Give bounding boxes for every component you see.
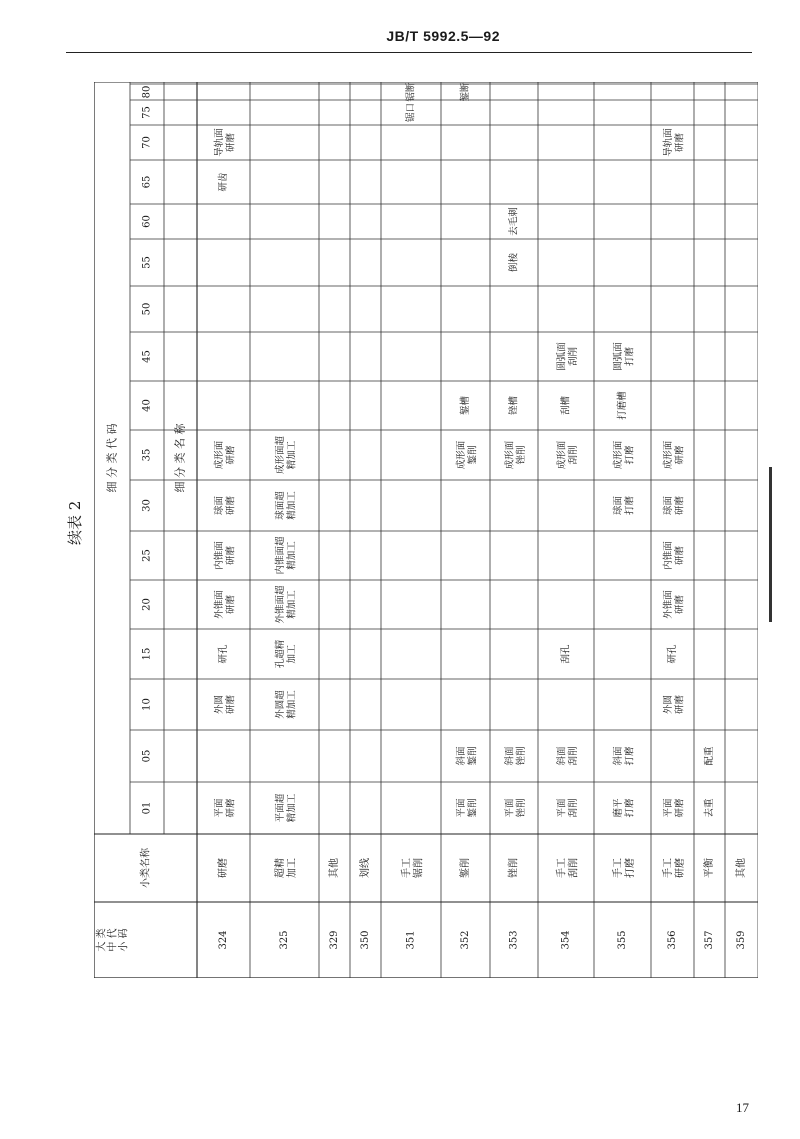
row-name: 其他: [329, 858, 340, 878]
fine-code-70: 70: [141, 136, 153, 149]
corner-label: 小 码: [118, 928, 130, 952]
cell-353-60: 去毛刺: [508, 207, 520, 236]
cell-353-05: 斜面锉削: [504, 746, 527, 766]
cell-352-05: 斜面錾削: [456, 746, 479, 766]
cell-324-65: 研齿: [218, 172, 229, 192]
fine-code-45: 45: [141, 350, 153, 363]
cell-357-05: 配重: [704, 746, 715, 766]
cell-353-01: 平面锉削: [504, 798, 527, 818]
cell-324-01: 平面研磨: [214, 798, 237, 818]
header-rule: [66, 52, 752, 53]
fine-code-60: 60: [141, 215, 153, 228]
cell-354-01: 平面刮削: [556, 798, 579, 818]
cell-354-35: 成形面刮削: [556, 440, 579, 470]
row-name: 锉削: [508, 858, 520, 878]
cell-356-15: 研孔: [667, 644, 678, 664]
fine-code-80: 80: [141, 85, 153, 99]
fine-code-25: 25: [141, 549, 153, 562]
fine-code-05: 05: [141, 749, 153, 763]
fine-code-30: 30: [141, 499, 153, 512]
corner-label: 中 代: [107, 928, 119, 952]
cell-354-45: 圆弧面刮削: [556, 342, 579, 371]
row-code: 350: [360, 930, 371, 950]
cell-325-25: 内锥面超精加工: [275, 536, 298, 575]
fine-code-20: 20: [141, 598, 153, 611]
subclass-name-header: 小类名称: [140, 848, 152, 888]
cell-356-10: 外圆研磨: [663, 694, 686, 715]
cell-352-35: 成形面錾削: [456, 440, 479, 470]
cell-324-20: 外锥面研磨: [214, 590, 237, 619]
row-code: 325: [279, 930, 290, 950]
cell-353-40: 锉槽: [508, 395, 520, 416]
cell-325-10: 外圆超精加工: [275, 690, 298, 719]
row-name: 手工研磨: [663, 858, 686, 878]
row-code: 355: [617, 930, 628, 950]
cell-356-25: 内锥面研磨: [663, 541, 686, 570]
classification-table: [94, 82, 758, 978]
row-code: 356: [667, 930, 678, 950]
row-code: 357: [704, 930, 715, 950]
fine-code-50: 50: [141, 302, 153, 316]
cell-355-40: 打磨槽: [617, 391, 628, 420]
standard-number: JB/T 5992.5—92: [386, 28, 500, 44]
cell-324-15: 研孔: [218, 644, 229, 664]
row-name: 手工锯削: [401, 858, 425, 878]
row-code: 354: [560, 930, 572, 950]
cell-354-05: 斜面刮削: [556, 746, 579, 766]
row-name: 平衡: [704, 858, 715, 878]
cell-355-01: 磨平打磨: [613, 798, 636, 818]
row-code: 359: [736, 930, 747, 950]
cell-354-15: 刮孔: [560, 644, 572, 664]
page-header: [0, 22, 800, 52]
fine-code-header: 细 分 类 代 码: [105, 423, 119, 493]
cell-352-80: 錾断: [460, 82, 471, 102]
row-name: 手工打磨: [613, 858, 636, 878]
row-code: 324: [218, 930, 229, 950]
fine-code-15: 15: [141, 647, 153, 661]
cell-355-45: 圆弧面打磨: [613, 342, 636, 371]
fine-name-header: 细 分 类 名 称: [173, 423, 187, 493]
cell-353-35: 成形面锉削: [504, 440, 527, 470]
cell-353-55: 倒棱: [508, 252, 520, 273]
fine-code-55: 55: [141, 256, 153, 269]
cell-351-80: 锯断: [405, 82, 417, 102]
fine-code-10: 10: [141, 698, 153, 711]
cell-324-25: 内锥面研磨: [214, 541, 237, 570]
cell-357-01: 去重: [704, 798, 715, 818]
cell-325-35: 成形面超精加工: [275, 435, 298, 475]
fine-code-35: 35: [141, 448, 153, 462]
classification-table-svg: [94, 82, 758, 978]
cell-355-05: 斜面打磨: [613, 746, 636, 766]
cell-324-70: 导轨面研磨: [214, 128, 237, 157]
cell-324-10: 外圆研磨: [214, 694, 237, 715]
cell-356-70: 导轨面研磨: [663, 128, 686, 157]
cell-352-01: 平面錾削: [456, 798, 479, 818]
cell-325-01: 平面超精加工: [275, 793, 298, 823]
cell-356-30: 球面研磨: [663, 495, 686, 516]
cell-355-30: 球面打磨: [613, 495, 636, 516]
fine-code-65: 65: [141, 175, 153, 189]
row-code: 351: [405, 930, 417, 950]
cell-325-30: 球面超精加工: [275, 491, 298, 520]
cell-325-20: 外锥面超精加工: [275, 585, 298, 624]
cell-356-20: 外锥面研磨: [663, 590, 686, 619]
fine-code-75: 75: [141, 106, 153, 119]
row-code: 353: [508, 930, 520, 950]
cell-324-35: 成形面研磨: [214, 440, 237, 470]
fine-code-01: 01: [141, 801, 153, 815]
cell-324-30: 球面研磨: [214, 495, 237, 516]
cell-356-35: 成形面研磨: [663, 440, 686, 470]
cell-355-35: 成形面打磨: [613, 440, 636, 470]
row-name: 超精加工: [275, 858, 298, 878]
table-title: 续表 2: [66, 500, 84, 545]
margin-rule: [769, 467, 772, 622]
row-name: 划线: [360, 858, 371, 878]
cell-351-75: 锯口: [405, 102, 417, 123]
row-name: 研磨: [218, 858, 229, 878]
cell-325-15: 孔超精加工: [275, 639, 298, 669]
page-number: 17: [736, 1100, 749, 1115]
row-name: 錾削: [460, 858, 471, 878]
corner-label: 大 类: [96, 928, 108, 952]
cell-352-40: 錾槽: [460, 395, 471, 416]
row-code: 352: [460, 930, 471, 950]
row-name: 其他: [736, 858, 747, 878]
cell-356-01: 平面研磨: [663, 798, 686, 818]
cell-354-40: 刮槽: [560, 395, 572, 416]
row-code: 329: [329, 930, 340, 950]
row-name: 手工刮削: [556, 858, 580, 878]
fine-code-40: 40: [141, 399, 153, 412]
